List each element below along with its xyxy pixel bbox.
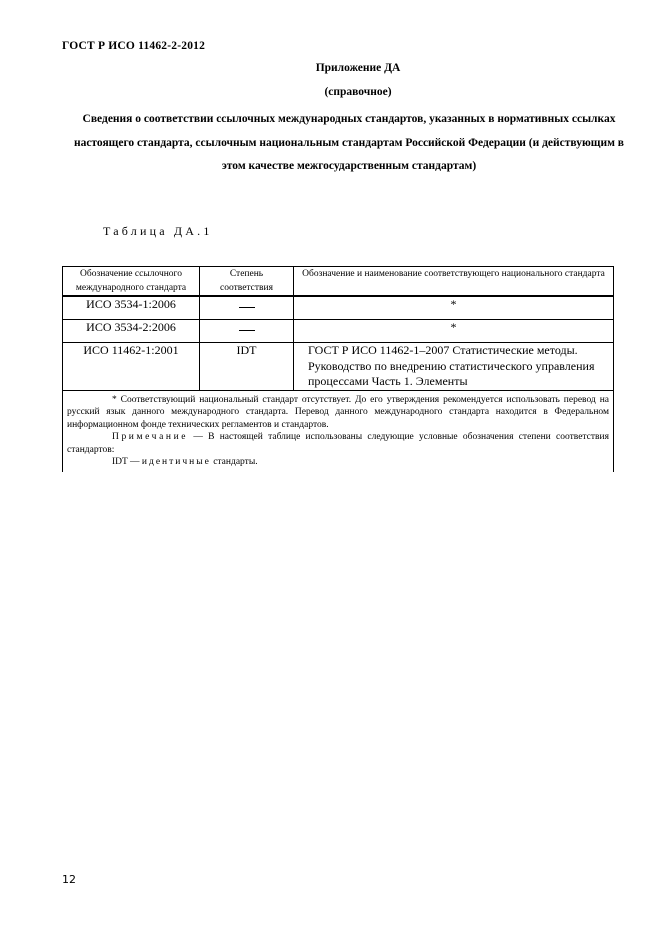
appendix-intro: Сведения о соответствии ссылочных международных стандартов, указанных в нормативных ссылках настоящего стандарта, ссылочным национальным стандартам Российской Федерации (и действующим в этом качестве межгосударственным стандартам) [73, 113, 625, 172]
dash-mark [239, 330, 255, 331]
appendix-title: Приложение ДА [315, 62, 401, 74]
cell-degree: IDT [200, 343, 294, 391]
cell-national-standard: * [294, 320, 614, 343]
dash-mark [239, 307, 255, 308]
table-row [63, 320, 614, 343]
legend-line [67, 456, 609, 469]
cell-national-standard: * [294, 296, 614, 320]
page-number: 12 [62, 873, 76, 886]
cell-intl-standard: ИСО 11462-1:2001 [63, 343, 200, 391]
table-caption: Таблица ДА.1 [103, 224, 213, 238]
footnote-text: * Соответствующий национальный стандарт отсутствует. До его утверждения рекомендуется использовать перевод на русский язык данного международного стандарта. Перевод данного международного стандарта находится в Федеральном информационном фонде технических регламентов и стандартов. [67, 394, 609, 430]
table-header-row [63, 267, 614, 297]
header-national-standard: Обозначение и наименование соответствующего национального стандарта [294, 267, 614, 297]
note-paragraph [67, 431, 609, 456]
correspondence-table [62, 266, 614, 472]
footnote-row [63, 390, 614, 472]
document-code: ГОСТ Р ИСО 11462-2-2012 [62, 40, 206, 52]
legend-code: IDT [112, 457, 128, 467]
legend-tail: стандарты. [210, 457, 258, 467]
legend-separator: — [127, 457, 142, 467]
header-intl-standard: Обозначение ссылочного международного стандарта [63, 267, 200, 297]
cell-national-standard: ГОСТ Р ИСО 11462-1–2007 Статистические методы. Руководство по внедрению статистического управления процессами Часть 1. Элементы [294, 343, 614, 391]
cell-intl-standard: ИСО 3534-2:2006 [63, 320, 200, 343]
cell-degree [200, 320, 294, 343]
table-row [63, 343, 614, 391]
footnote-cell [63, 390, 614, 472]
cell-degree [200, 296, 294, 320]
cell-intl-standard: ИСО 3534-1:2006 [63, 296, 200, 320]
note-text: — В настоящей таблице использованы следующие условные обозначения степени соответствия стандартов: [67, 432, 609, 455]
note-label: Примечание [112, 432, 189, 442]
legend-text: идентичные [141, 457, 211, 467]
appendix-subtitle: (справочное) [324, 86, 392, 98]
header-degree: Степень соответствия [200, 267, 294, 297]
table-row [63, 296, 614, 320]
